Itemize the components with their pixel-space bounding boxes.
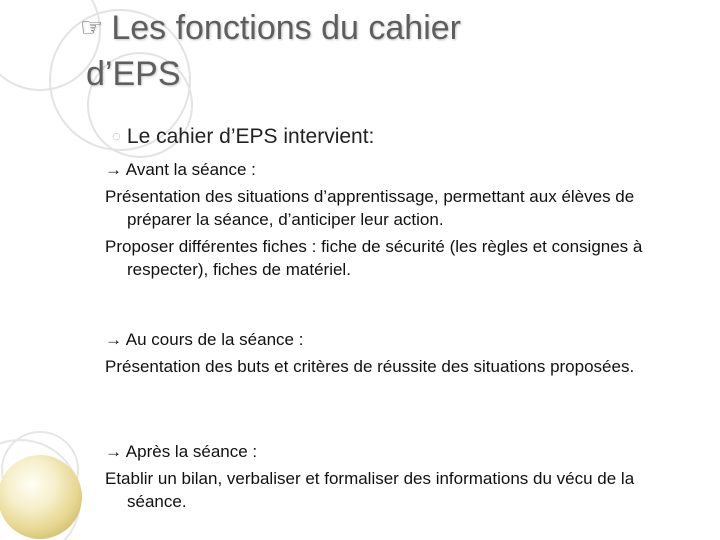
section-heading: → Avant la séance : [105, 160, 256, 179]
section-heading: → Au cours de la séance : [105, 330, 304, 349]
section-paragraph: Présentation des situations d’apprentissage, permettant aux élèves de préparer la séance, d’anticiper leur action. [105, 187, 635, 229]
section-before [105, 158, 695, 281]
section-after [105, 440, 695, 513]
section-paragraph: Proposer différentes fiches : fiche de sécurité (les règles et consignes à respecter), fiches de matériel. [105, 237, 643, 279]
slide-title [80, 6, 646, 96]
bullet-icon: ◌ [112, 128, 121, 145]
hand-pointing-icon: ☞ [80, 12, 104, 42]
pearl-orb [0, 455, 82, 539]
section-during [105, 328, 695, 378]
lead-text: Le cahier d’EPS intervient: [126, 125, 375, 148]
section-paragraph: Etablir un bilan, verbaliser et formaliser des informations du vécu de la séance. [105, 469, 635, 511]
lead-bullet [112, 125, 374, 149]
section-heading: → Après la séance : [105, 442, 258, 461]
title-line-2: d’EPS [86, 55, 181, 93]
section-paragraph: Présentation des buts et critères de réussite des situations proposées. [105, 357, 635, 376]
title-line-1: Les fonctions du cahier [111, 9, 461, 47]
